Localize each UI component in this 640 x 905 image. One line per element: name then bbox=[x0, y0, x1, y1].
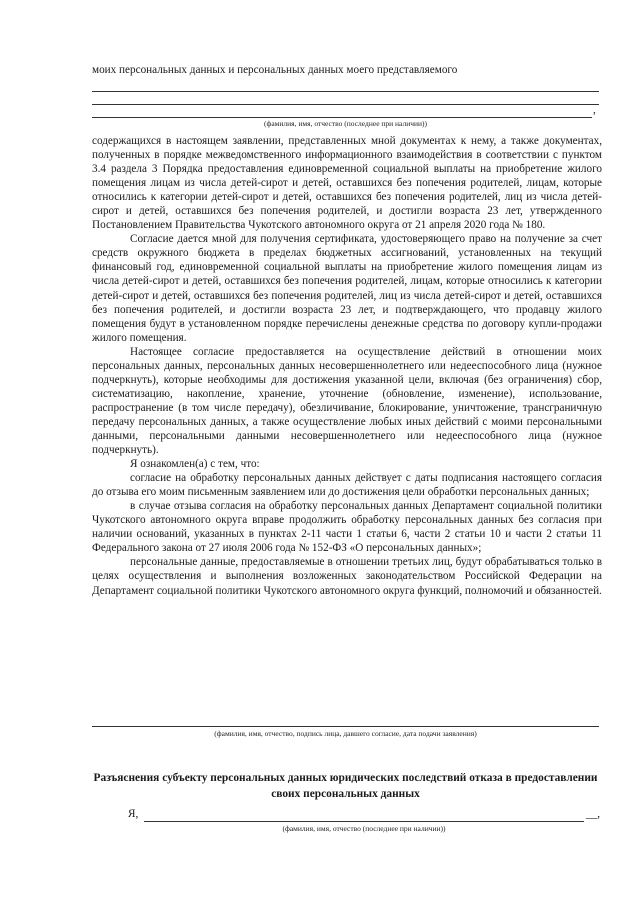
paragraph-actions: Настоящее согласие предоставляется на осуществление действий в отношении моих персональных данных, персональных данных несовершеннолетнего или недееспособного лица (нужное подчеркнуть), которые необходимы для достижения указанной цели, включая (без ограничения) сбор, систематизацию, накопление, хранение, уточнение (обновление, изменение), использование, распространение (в том числе передачу), обезличивание, блокирование, уничтожение, трансграничную передачу персональных данных, а также осуществление любых иных действий с моими персональными данными, персональными данными несовершеннолетнего или недееспособного лица (нужное подчеркнуть). bbox=[92, 345, 602, 457]
paragraph-acknowledged: Я ознакомлен(а) с тем, что: bbox=[130, 458, 260, 471]
ya-suffix: __, bbox=[586, 808, 600, 820]
ya-fill-line[interactable] bbox=[144, 821, 584, 822]
ya-caption: (фамилия, имя, отчество (последнее при наличии)) bbox=[282, 824, 446, 833]
ya-prefix: Я, bbox=[128, 808, 139, 820]
paragraph-purpose: Согласие дается мной для получения сертификата, удостоверяющего право на получение за счет средств окружного бюджета в пределах бюджетных ассигнований, установленных на текущий финансовый год, единовременной социальной выплаты на приобретение жилого помещения лицам из числа детей-сирот и детей, оставшихся без попечения родителей, лицам, которые относились к категории детей-сирот и детей, оставшихся без попечения родителей, лиц из числа детей-сирот и детей, оставшихся без попечения родителей, и достигли возраста 23 лет, и подтверждающего, что продавцу жилого помещения будут в установленном порядке перечислены денежные средства по договору купли-продажи жилого помещения. bbox=[92, 233, 602, 344]
consent-body bbox=[92, 121, 602, 598]
signature-caption: (фамилия, имя, отчество, подпись лица, давшего согласие, дата подачи заявления) bbox=[214, 729, 477, 738]
fio-caption: (фамилия, имя, отчество (последнее при наличии)) bbox=[263, 119, 428, 128]
paragraph-third-parties: персональные данные, предоставляемые в отношении третьих лиц, будут обрабатываться только в целях осуществления и выполнения возложенных законодательством Российской Федерации на Департамент социальной политики Чукотского автономного округа функций, полномочий и обязанностей. bbox=[92, 556, 602, 597]
signature-line[interactable] bbox=[92, 726, 599, 727]
fill-line-3[interactable] bbox=[92, 117, 592, 118]
trailing-comma: , bbox=[593, 104, 596, 116]
fill-line-1[interactable] bbox=[92, 91, 599, 92]
consent-intro-line: моих персональных данных и персональных данных моего представляемого bbox=[92, 64, 458, 76]
fill-line-2[interactable] bbox=[92, 104, 599, 105]
paragraph-documents: содержащихся в настоящем заявлении, представленных мной документах к нему, а также документах, полученных в порядке межведомственного информационного взаимодействия в соответствии с пунктом 3.4 раздела 3 Порядка предоставления единовременной социальной выплаты на приобретение жилого помещения лицам из числа детей-сирот и детей, оставшихся без попечения родителей, лицам, которые относились к категории детей-сирот и детей, оставшихся без попечения родителей, лиц из числа детей-сирот и детей, оставшихся без попечения родителей, и достигли возраста 23 лет, утвержденного Постановлением Правительства Чукотского автономного округа от 21 апреля 2020 года № 180. bbox=[92, 135, 602, 232]
section-heading: Разъяснения субъекту персональных данных юридических последствий отказа в предоставлении своих персональных данных bbox=[93, 772, 598, 800]
paragraph-validity: согласие на обработку персональных данных действует с даты подписания настоящего согласия до отзыва его моим письменным заявлением или до достижения цели обработки персональных данных; bbox=[92, 472, 602, 499]
paragraph-revocation: в случае отзыва согласия на обработку персональных данных Департамент социальной политики Чукотского автономного округа вправе продолжить обработку персональных данных без согласия при наличии оснований, указанных в пунктах 2-11 части 1 статьи 6, части 2 статьи 10 и части 2 статьи 11 Федерального закона от 27 июля 2006 года № 152-ФЗ «О персональных данных»; bbox=[92, 500, 602, 555]
